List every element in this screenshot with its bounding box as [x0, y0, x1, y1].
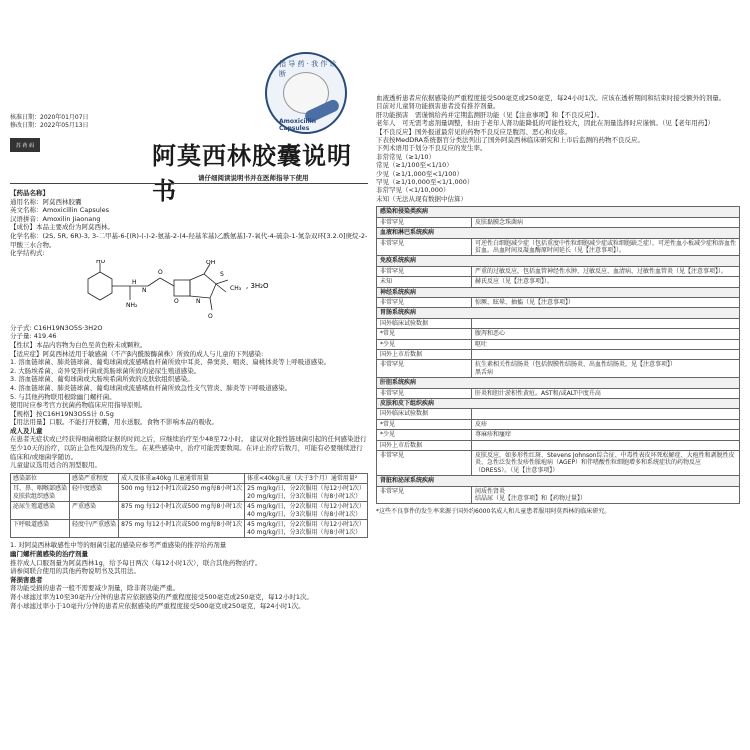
adr-terms: 下列术语用于划分不良反应的发生率。	[376, 144, 487, 153]
table-cell: 耳、鼻、咽喉部感染 皮肤软组织感染	[11, 484, 70, 502]
adr-description: 间质性肾炎 结晶尿（见【注意事项】和【药物过量】）	[472, 486, 740, 504]
adverse-reactions: 【不良反应】国外报道最常见的药物不良反应是腹泻、恶心和皮疹。	[376, 127, 571, 136]
composition: 【成份】本品主要成份为阿莫西林。	[10, 223, 114, 232]
structure-drawing	[70, 260, 290, 322]
freq-common: 常见（≥1/100至<1/10）	[376, 161, 453, 170]
table-row	[377, 256, 740, 266]
structure-label: 化学结构式:	[10, 249, 45, 258]
adr-system: 胃肠系统疾病	[377, 308, 740, 318]
table-row	[377, 217, 740, 227]
table-row	[377, 238, 740, 256]
indication-3: 3. 溶血链球菌、葡萄球菌或大肠埃希菌所致的皮肤软组织感染。	[10, 375, 194, 384]
adr-system: 神经系统疾病	[377, 287, 740, 297]
section-drug-name: 【药品名称】	[10, 189, 49, 197]
molecular-formula: 分子式: C16H19N3O5S·3H2O	[10, 323, 103, 332]
table-row	[11, 502, 368, 520]
adr-frequency: 非常罕见	[377, 388, 472, 398]
table-row	[377, 440, 740, 450]
table-row	[377, 329, 740, 339]
adult-heading: 成人及儿童	[10, 426, 43, 435]
adr-intro: 下表按MedDRA系统器官分类法列出了国外阿莫西林临床研究和上市后监测的药物不良反应。	[376, 136, 644, 145]
adr-description: 荨麻疹和瘙痒	[472, 430, 740, 440]
adr-frequency: *少见	[377, 339, 472, 349]
table-row	[377, 451, 740, 476]
properties: 【性状】本品内容物为白色至黄色粉末或颗粒。	[10, 340, 147, 349]
table-cell: 轻中度感染	[70, 484, 119, 502]
indication-note: 使用时应参考官方抗菌药物临床应用指导原则。	[10, 401, 147, 410]
brand-logo	[265, 52, 347, 134]
hp-heading: 幽门螺杆菌感染的治疗剂量	[10, 549, 88, 558]
table-header: 感染严重程度	[70, 473, 119, 484]
dates	[10, 114, 89, 130]
indication-2: 2. 大肠埃希菌、奇异变形杆菌或粪肠球菌所致的泌尿生殖道感染。	[10, 366, 201, 375]
indication-4: 4. 溶血链球菌、肺炎链球菌、葡萄球菌或流感嗜血杆菌所致急性支气管炎、肺炎等下呼吸道感染。	[10, 383, 292, 392]
svg-text:O: O	[208, 312, 213, 320]
table-row	[377, 388, 740, 398]
adr-frequency: 非常罕见	[377, 360, 472, 378]
table-row	[377, 430, 740, 440]
table-row	[377, 409, 740, 419]
table-row	[377, 349, 740, 359]
svg-text:NH₂: NH₂	[126, 301, 138, 309]
adr-frequency: 国外上市后数据	[377, 349, 472, 359]
table-row	[377, 339, 740, 349]
renal-text-2: 肾小球滤过率为10至30毫升/分钟的患者应依据感染的严重程度接受500毫克或250毫克，每12小时1次。	[10, 592, 313, 601]
svg-text:O: O	[174, 297, 179, 305]
adr-table	[376, 206, 740, 504]
right-text	[376, 94, 740, 203]
table-header-row	[11, 473, 368, 484]
table-row	[377, 360, 740, 378]
adr-description	[472, 349, 740, 359]
table-header: 成人及体重≥40kg 儿童通常用量	[119, 473, 245, 484]
adr-description	[472, 318, 740, 328]
adr-description: 皮疹	[472, 419, 740, 429]
page-subtitle: 请仔细阅读说明书并在医师指导下使用	[198, 174, 309, 182]
adr-description: 皮肤反应，如多形性红斑、Stevens Johnson综合征、中毒性表皮坏死松解症、大疱性和剥脱性皮炎、急性泛发性发疹性脓疱病（AGEP）和伴嗜酸性粒细胞增多和系统症状的药物反应（DRESS）。（见【注意事项】）	[472, 451, 740, 476]
elderly-text: 老年人 可无需考虑剂量调整，但由于老年人肾功能降低的可能性较大，因此在剂量选择时应谨慎。（见【老年用药】）	[376, 119, 714, 128]
indications: 【适应症】阿莫西林适用于敏感菌（不产β内酰胺酶菌株）所致的成人与儿童的下列感染:	[10, 349, 264, 358]
adr-frequency: 非常罕见	[377, 451, 472, 476]
svg-text:S: S	[220, 270, 224, 278]
svg-text:H: H	[132, 278, 137, 286]
svg-text:, 3H₂O: , 3H₂O	[246, 281, 269, 290]
table-row	[377, 318, 740, 328]
adr-description: 皮肤黏膜念珠菌病	[472, 217, 740, 227]
adr-frequency: 非常罕见	[377, 238, 472, 256]
renal-text-3: 肾小球滤过率小于10毫升/分钟的患者应依据感染的严重程度接受500毫克或250毫克，每24小时1次。	[10, 601, 305, 610]
adr-system: 肾脏和泌尿系统疾病	[377, 476, 740, 486]
table-row	[11, 520, 368, 538]
table-row	[377, 399, 740, 409]
table-row	[377, 207, 740, 217]
adr-description: 赫氏反应（见【注意事项】）。	[472, 277, 740, 287]
table-cell: 下呼吸道感染	[11, 520, 70, 538]
usage: 【用法用量】口服。不能打开胶囊，用水送服。食物不影响本品的吸收。	[10, 418, 218, 427]
hp-text-2: 请参阅联合使用的其他药物说明书及其用法。	[10, 567, 140, 576]
svg-text:CH₃: CH₃	[230, 284, 242, 292]
table-header: 体重<40kg儿童（大于3个月）通常用量²	[245, 473, 368, 484]
adr-description: 惊厥、眩晕、抽搐（见【注意事项】）	[472, 297, 740, 307]
freq-rare: 罕见（≥1/10,000至<1/1,000）	[376, 178, 474, 187]
adr-description	[472, 409, 740, 419]
table-header: 感染部位	[11, 473, 70, 484]
dialysis-text: 血液透析患者应依据感染的严重程度接受500毫克或250毫克，每24小时1次。应该在透析期间和结束时接受额外的剂量。	[376, 94, 726, 102]
adr-frequency: *少见	[377, 430, 472, 440]
adr-description	[472, 440, 740, 450]
adr-system: 免疫系统疾病	[377, 256, 740, 266]
adr-frequency: 非常罕见	[377, 217, 472, 227]
adr-frequency: 非常罕见	[377, 486, 472, 504]
adr-frequency: 非常罕见	[377, 266, 472, 276]
adr-description: 严重的过敏反应，包括血管神经性水肿、过敏反应、血清病、过敏性血管炎（见【注意事项】）。	[472, 266, 740, 276]
divider	[10, 183, 368, 184]
molecular-weight: 分子量: 419.46	[10, 332, 57, 341]
table-row	[377, 297, 740, 307]
table-row	[377, 308, 740, 318]
adr-description: 肝炎和胆汁淤积性黄疸。AST和/或ALT中度升高	[472, 388, 740, 398]
page-title: 阿莫西林胶囊说明书	[152, 142, 352, 205]
logo-ring-text: 指 导 药 · 我 作 诊 断	[279, 60, 337, 78]
adult-text-1: 在患者无症状或已经获得细菌根除证据的时间之后，应继续治疗至少48至72小时。 建议对化脓性链球菌引起的任何感染进行至少10天的治疗，以防止急性风湿热的发生。在某些感染中，治疗可能需要数周。在评止治疗后数月，可能有必要继续进行临床和/或细菌学随访。	[10, 435, 367, 461]
english-name: 英文名称：Amoxicillin Capsules	[10, 206, 110, 215]
specification: 【规格】按C16H19N3O5S计 0.5g	[10, 409, 114, 418]
table-row	[377, 378, 740, 388]
adr-description: 抗生素相关性结肠炎（包括假膜性结肠炎、出血性结肠炎，见【注意事项】） 黑舌病	[472, 360, 740, 378]
logo-english-name: Amoxicillin Capsules	[279, 118, 316, 132]
adr-frequency: 国外临床试验数据	[377, 318, 472, 328]
table-row	[377, 287, 740, 297]
table-row	[377, 476, 740, 486]
generic-name: 通用名称：阿莫西林胶囊	[10, 197, 82, 206]
table-row	[377, 419, 740, 429]
trace-code-badge: 苏 药 码	[10, 138, 40, 152]
adr-frequency: 未知	[377, 277, 472, 287]
dosage-table	[10, 473, 368, 539]
approve-date: 核准日期：2020年01月07日	[10, 114, 89, 121]
svg-text:HO: HO	[96, 259, 106, 265]
indication-5: 5. 与其他药物联用根除幽门螺杆菌。	[10, 392, 116, 401]
table-row	[11, 484, 368, 502]
svg-text:O: O	[158, 268, 163, 276]
adr-frequency: 非常罕见	[377, 297, 472, 307]
adr-description: 腹泻和恶心	[472, 329, 740, 339]
table-row	[377, 486, 740, 504]
adr-frequency: 国外临床试验数据	[377, 409, 472, 419]
hp-note: 1. 对阿莫西林敏感性中等的细菌引起的感染应参考严重感染的推荐给药剂量	[10, 541, 227, 550]
indication-1: 1. 溶血链球菌、肺炎链球菌、葡萄球菌或流感嗜血杆菌所致中耳炎、鼻窦炎、咽炎、扁桃体炎等上呼吸道感染。	[10, 358, 331, 367]
freq-very-rare: 非常罕见（<1/10,000）	[376, 186, 450, 195]
table-row	[377, 277, 740, 287]
pinyin-name: 汉语拼音：Amoxilin Jiaonang	[10, 214, 101, 223]
table-cell: 500 mg 每12小时1次或250 mg每8小时1次	[119, 484, 245, 502]
hp-text-1: 推荐成人口服剂量为阿莫西林1g，给予每日两次（每12小时1次），联合其他药物治疗。	[10, 558, 262, 567]
table-cell: 45 mg/kg/日，分2次服用（每12小时1次） 40 mg/kg/日，分3次服用（每8小时1次）	[245, 502, 368, 520]
freq-very-common: 非常常见（≥1/10）	[376, 152, 436, 161]
adr-system: 血液和淋巴系统疾病	[377, 228, 740, 238]
table-row	[377, 266, 740, 276]
adr-description: 可逆性白细胞减少症（包括重度中性粒细胞减少症或粒细胞缺乏症），可逆性血小板减少症和溶血性贫血。出血时间及凝血酶原时间延长（见【注意事项】）。	[472, 238, 740, 256]
svg-text:OH: OH	[206, 259, 216, 266]
adr-footnote: *这些不良事件的发生率来源于国外约6000名成人和儿童患者服用阿莫西林的临床研究。	[376, 508, 611, 516]
main-text	[10, 189, 368, 610]
table-row	[377, 228, 740, 238]
table-cell: 875 mg 每12小时1次或500 mg每8小时1次	[119, 520, 245, 538]
adr-frequency: 国外上市后数据	[377, 440, 472, 450]
hepatic-text: 肝功能损害 需谨慎给药并定期监测肝功能（见【注意事项】和【不良反应】）。	[376, 110, 604, 119]
table-cell: 875 mg 每12小时1次或500 mg每8小时1次	[119, 502, 245, 520]
left-column	[10, 0, 368, 750]
table-cell: 严重感染	[70, 502, 119, 520]
svg-text:N: N	[196, 297, 201, 305]
adr-frequency: *常见	[377, 419, 472, 429]
chemical-structure	[70, 260, 368, 322]
svg-text:N: N	[142, 286, 147, 294]
pediatric-renal-text: 目前对儿童肾功能损害患者没有推荐剂量。	[376, 102, 500, 111]
freq-unknown: 未知（无法从现有数据中估算）	[376, 194, 467, 203]
freq-uncommon: 少见（≥1/1,000至<1/100）	[376, 169, 464, 178]
renal-heading: 肾损害患者	[10, 575, 43, 584]
logo-image	[283, 72, 329, 114]
table-cell: 45 mg/kg/日，分2次服用（每12小时1次） 40 mg/kg/日，分3次服用（每8小时1次）	[245, 520, 368, 538]
revise-date: 修改日期：2022年05月13日	[10, 122, 89, 129]
adr-system: 皮肤和皮下组织疾病	[377, 399, 740, 409]
adr-system: 感染和侵染类疾病	[377, 207, 740, 217]
adr-frequency: *常见	[377, 329, 472, 339]
adult-text-2: 儿童建议选用适合的剂型服用。	[10, 461, 101, 470]
table-cell: 25 mg/kg/日，分2次服用（每12小时1次） 20 mg/kg/日，分3次服用（每8小时1次）	[245, 484, 368, 502]
table-cell: 泌尿生殖道感染	[11, 502, 70, 520]
chemical-name: 化学名称：(2S, 5R, 6R)-3, 3-二甲基-6-[(R)-(-)-2-氨基-2-(4-羟基苯基)乙酰氨基]-7-氧代-4-硫杂-1-氮杂双环[3.2.0]庚烷-2-甲酸三水合物。	[10, 231, 368, 249]
table-cell: 轻度中/严重感染	[70, 520, 119, 538]
adr-description: 呕吐	[472, 339, 740, 349]
adr-system: 肝胆系统疾病	[377, 378, 740, 388]
right-column	[376, 94, 740, 515]
renal-text-1: 肾功能受损的患者一般不需要减少剂量，除非肾功能严重。	[10, 584, 179, 593]
